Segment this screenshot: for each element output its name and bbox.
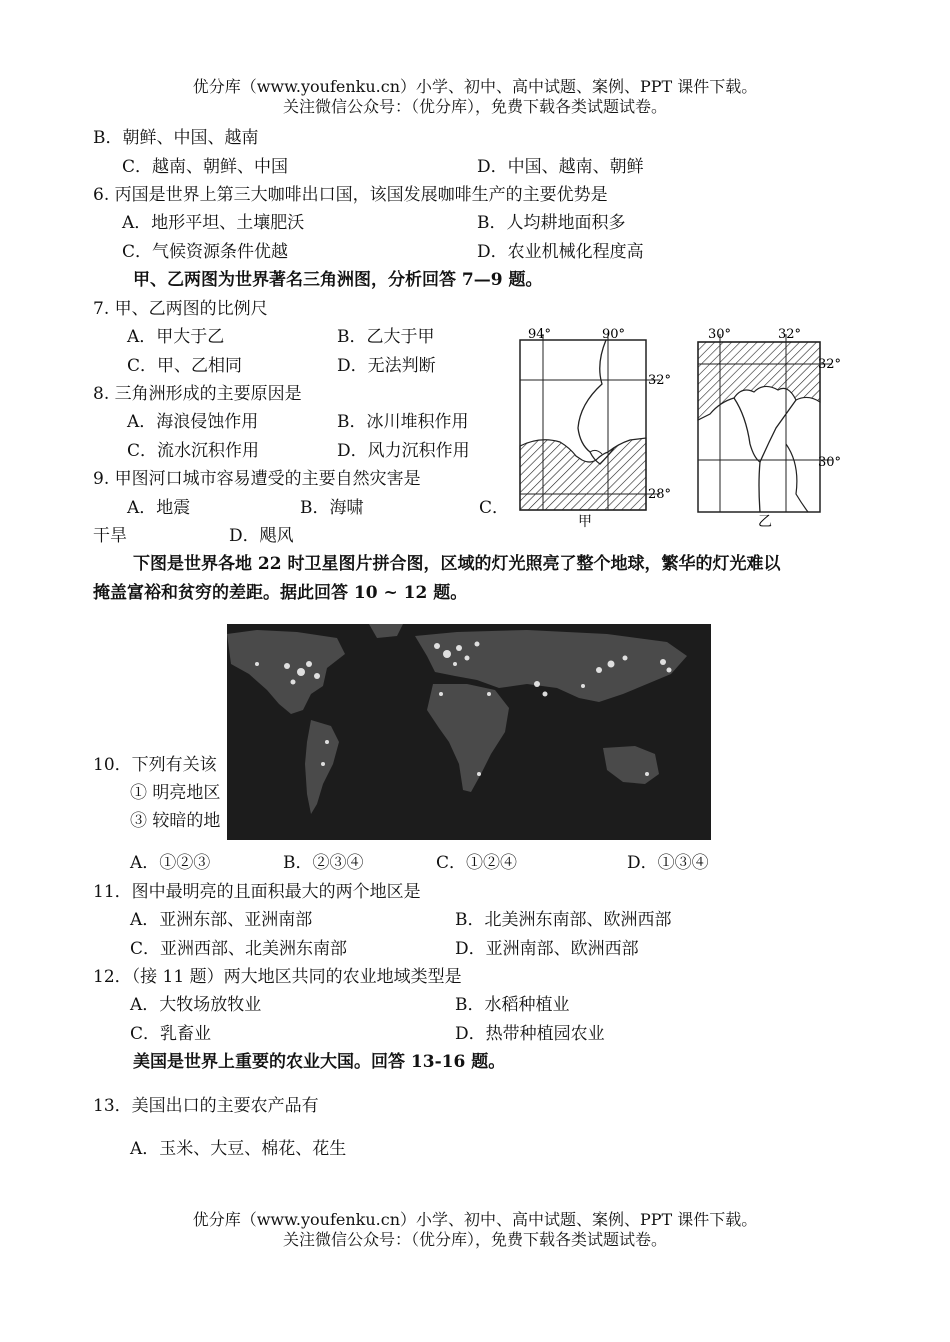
q6-option-c: C．气候资源条件优越	[122, 242, 289, 262]
q7-stem: 7. 甲、乙两图的比例尺	[93, 299, 268, 319]
q6-option-d: D．农业机械化程度高	[477, 242, 644, 262]
jia-lat1-label: 32°	[648, 373, 672, 388]
yi-lon1-label: 30°	[708, 327, 732, 342]
q6-option-a: A．地形平坦、土壤肥沃	[122, 213, 305, 233]
jia-lat2-label: 28°	[648, 487, 672, 502]
q11-option-d: D．亚洲南部、欧洲西部	[455, 939, 639, 959]
q11-stem: 11．图中最明亮的且面积最大的两个地区是	[93, 882, 421, 902]
intro-7-9: 甲、乙两图为世界著名三角洲图，分析回答 7—9 题。	[133, 270, 543, 290]
jia-lon1-label: 94°	[528, 327, 552, 342]
q12-option-a: A．大牧场放牧业	[130, 995, 262, 1015]
q10-option-d: D．①③④	[627, 853, 709, 873]
q11-option-a: A．亚洲东部、亚洲南部	[130, 910, 313, 930]
q10-option-a: A．①②③	[130, 853, 211, 873]
q7-option-c: C．甲、乙相同	[127, 356, 243, 376]
q10-option-b: B．②③④	[283, 853, 364, 873]
delta-map-yi	[690, 324, 850, 529]
q13-option-a: A．玉米、大豆、棉花、花生	[130, 1139, 347, 1159]
q12-option-d: D．热带种植园农业	[455, 1024, 605, 1044]
q7-option-a: A．甲大于乙	[127, 327, 225, 347]
q5-option-d: D．中国、越南、朝鲜	[477, 157, 644, 177]
q12-option-c: C．乳畜业	[130, 1024, 212, 1044]
header-line-2: 关注微信公众号：（优分库），免费下载各类试题试卷。	[282, 97, 667, 116]
yi-lat2-label: 30°	[818, 455, 842, 470]
q12-option-b: B．水稻种植业	[455, 995, 570, 1015]
q6-option-b: B．人均耕地面积多	[477, 213, 626, 233]
footer-line-1: 优分库（www.youfenku.cn）小学、初中、高中试题、案例、PPT 课件下载。	[192, 1210, 758, 1229]
q12-stem: 12．（接 11 题）两大地区共同的农业地域类型是	[93, 967, 462, 987]
q13-stem: 13．美国出口的主要农产品有	[93, 1096, 319, 1116]
intro-10-12-line1: 下图是世界各地 22 时卫星图片拼合图，区域的灯光照亮了整个地球，繁华的灯光难以	[133, 554, 781, 574]
intro-10-12-line2: 掩盖富裕和贫穷的差距。据此回答 10 ~ 12 题。	[93, 583, 468, 603]
q8-option-d: D．风力沉积作用	[337, 441, 470, 461]
q5-option-b: B．朝鲜、中国、越南	[93, 128, 259, 148]
night-lights-satellite-image	[227, 624, 711, 840]
yi-lat1-label: 32°	[818, 357, 842, 372]
q11-option-b: B．北美洲东南部、欧洲西部	[455, 910, 672, 930]
intro-13-16: 美国是世界上重要的农业大国。回答 13-16 题。	[133, 1052, 506, 1072]
q8-option-a: A．海浪侵蚀作用	[127, 412, 259, 432]
q6-stem: 6. 丙国是世界上第三大咖啡出口国，该国发展咖啡生产的主要优势是	[93, 185, 608, 205]
jia-lon2-label: 90°	[602, 327, 626, 342]
q9-option-d: D．飓风	[229, 526, 294, 546]
q8-option-b: B．冰川堆积作用	[337, 412, 469, 432]
yi-map-name: 乙	[758, 514, 772, 529]
q9-stem: 9. 甲图河口城市容易遭受的主要自然灾害是	[93, 469, 421, 489]
q9-option-b: B．海啸	[300, 498, 364, 518]
delta-map-jia	[510, 324, 682, 529]
q7-option-d: D．无法判断	[337, 356, 436, 376]
q5-option-c: C．越南、朝鲜、中国	[122, 157, 289, 177]
q8-stem: 8. 三角洲形成的主要原因是	[93, 384, 302, 404]
q10-statement-1: ① 明亮地区	[130, 783, 221, 803]
q8-option-c: C．流水沉积作用	[127, 441, 260, 461]
q7-option-b: B．乙大于甲	[337, 327, 435, 347]
q10-stem: 10．下列有关该	[93, 755, 217, 775]
jia-map-name: 甲	[578, 514, 592, 529]
q11-option-c: C．亚洲西部、北美洲东南部	[130, 939, 348, 959]
q9-option-a: A．地震	[127, 498, 191, 518]
footer-line-2: 关注微信公众号：（优分库），免费下载各类试题试卷。	[282, 1230, 667, 1249]
q9-option-c-text: 干旱	[93, 526, 127, 546]
yi-lon2-label: 32°	[778, 327, 802, 342]
q9-option-c: C．	[479, 498, 510, 518]
q10-option-c: C．①②④	[436, 853, 518, 873]
header-line-1: 优分库（www.youfenku.cn）小学、初中、高中试题、案例、PPT 课件下载。	[192, 77, 758, 96]
q10-statement-3: ③ 较暗的地	[130, 811, 221, 831]
